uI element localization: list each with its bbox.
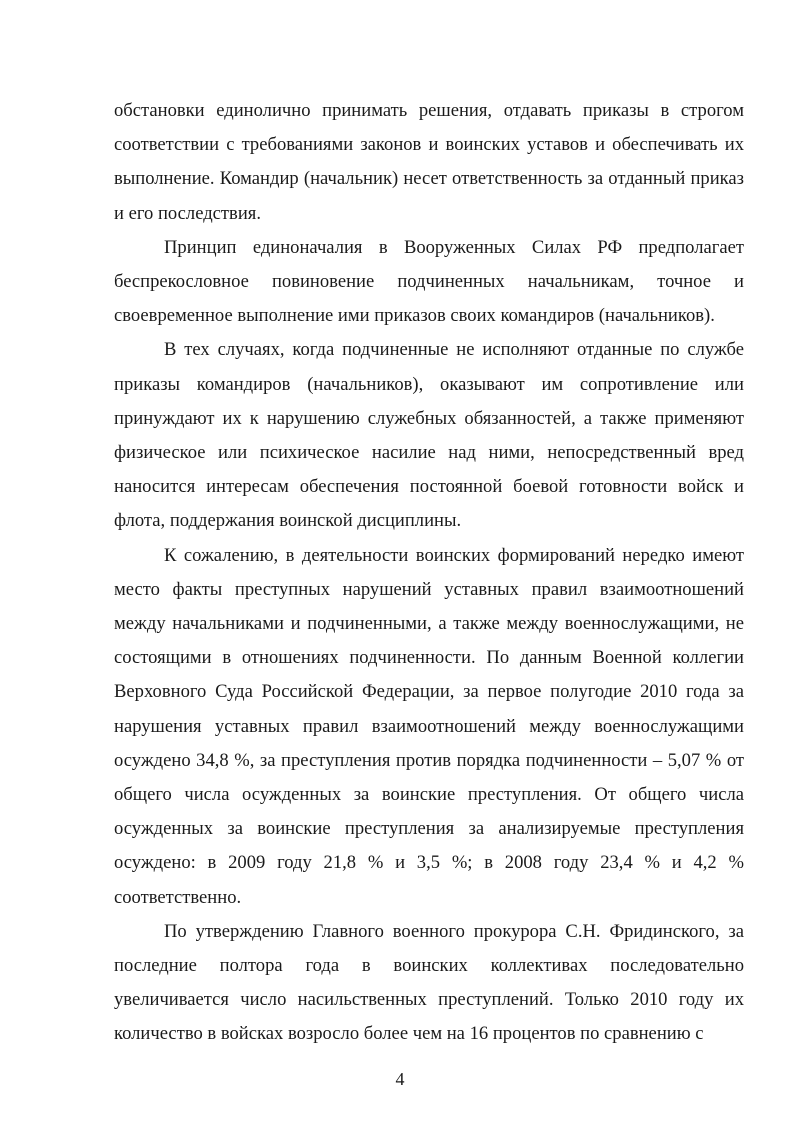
paragraph-prosecutor-statement: По утверждению Главного военного прокурора С.Н. Фридинского, за последние полтора года в воинских коллективах последовательно увеличивается число насильственных преступлений. Только 2010 году их количество в войсках возросло более чем на 16 процентов по сравнению с <box>114 920 744 1045</box>
page-number: 4 <box>395 1069 405 1089</box>
paragraph-continued: обстановки единолично принимать решения, отдавать приказы в строгом соответствии с требованиями законов и воинских уставов и обеспечивать их выполнение. Командир (начальник) несет ответственность за отданный приказ и его последствия. <box>114 100 744 224</box>
paragraph-principle-of-command: Принцип единоначалия в Вооруженных Силах РФ предполагает беспрекословное повиновение подчиненных начальникам, точное и своевременное выполнение ими приказов своих командиров (начальников). <box>114 236 744 327</box>
paragraph-statistics: К сожалению, в деятельности воинских формирований нередко имеют место факты преступных нарушений уставных правил взаимоотношений между начальниками и подчиненными, а также между военнослужащими, не состоящими в отношениях подчиненности. По данным Военной коллегии Верховного Суда Российской Федерации, за первое полугодие 2010 года за нарушения уставных правил взаимоотношений между военнослужащими осуждено 34,8 %, за преступления против порядка подчиненности – 5,07 % от общего числа осужденных за воинские преступления. От общего числа осужденных за воинские преступления за анализируемые преступления осуждено: в 2009 году 21,8 % и 3,5 %; в 2008 году 23,4 % и 4,2 % соответственно. <box>114 544 744 908</box>
paragraph-disobedience-cases: В тех случаях, когда подчиненные не исполняют отданные по службе приказы командиров (начальников), оказывают им сопротивление или принуждают их к нарушению служебных обязанностей, а также применяют физическое или психическое насилие над ними, непосредственный вред наносится интересам обеспечения постоянной боевой готовности войск и флота, поддержания воинской дисциплины. <box>114 339 744 532</box>
document-page <box>114 94 744 1052</box>
